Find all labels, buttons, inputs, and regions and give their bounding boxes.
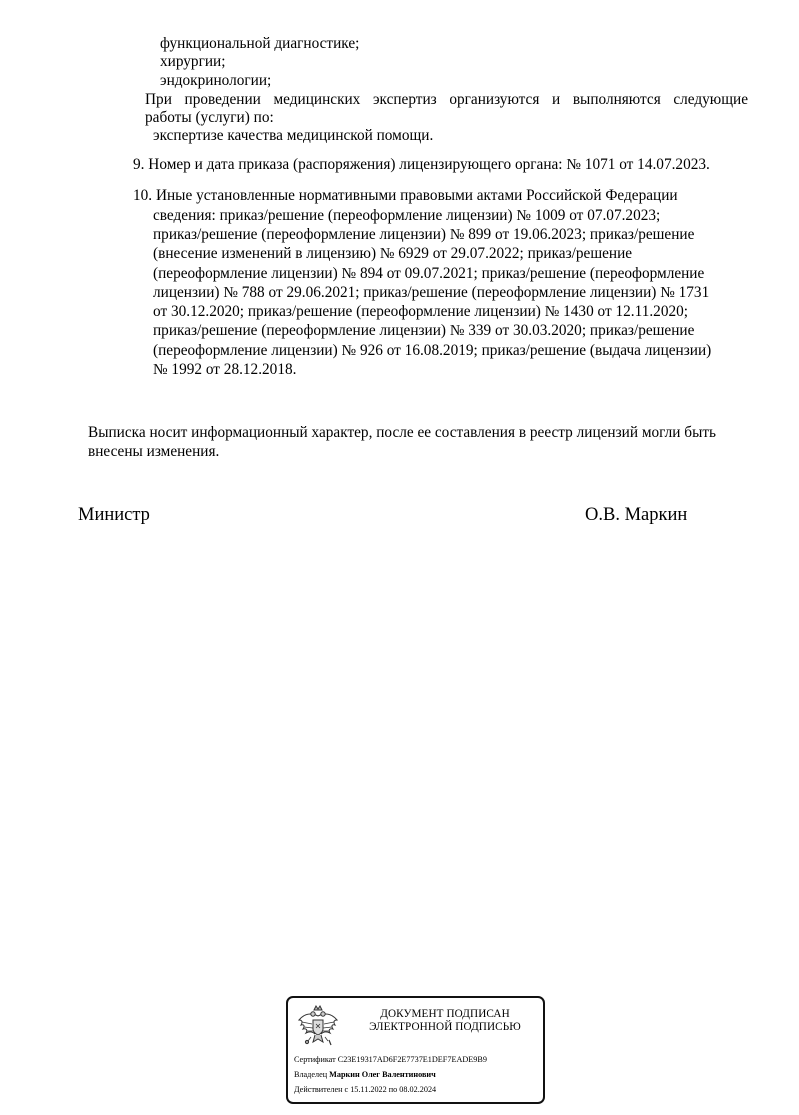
signatory-position: Министр	[78, 505, 150, 525]
item-10-line: от 30.12.2020; приказ/решение (переоформление лицензии) № 1430 от 12.11.2020;	[153, 303, 689, 320]
item-9: 9. Номер и дата приказа (распоряжения) лицензирующего органа: № 1071 от 14.07.2023.	[133, 156, 710, 173]
item-10-line: 10. Иные установленные нормативными правовыми актами Российской Федерации	[133, 187, 678, 204]
item-10-line: (переоформление лицензии) № 894 от 09.07.2021; приказ/решение (переоформление	[153, 265, 705, 282]
expertise-intro: При проведении медицинских экспертиз организуются и выполняются следующие	[145, 91, 748, 108]
stamp-validity: Действителен с 15.11.2022 по 08.02.2024	[294, 1085, 437, 1094]
item-10-line: приказ/решение (переоформление лицензии) № 339 от 30.03.2020; приказ/решение	[153, 322, 695, 339]
electronic-signature-stamp	[286, 996, 545, 1104]
item-10-line: лицензии) № 788 от 29.06.2021; приказ/решение (переоформление лицензии) № 1731	[153, 284, 710, 301]
expertise-item: экспертизе качества медицинской помощи.	[153, 127, 434, 144]
item-10-line: приказ/решение (переоформление лицензии) № 899 от 19.06.2023; приказ/решение	[153, 226, 695, 243]
stamp-owner-name: Маркин Олег Валентинович	[329, 1070, 436, 1079]
stamp-owner-label: Владелец	[294, 1070, 328, 1079]
item-10-line: сведения: приказ/решение (переоформление лицензии) № 1009 от 07.07.2023;	[153, 207, 661, 224]
list-item-endo: эндокринологии;	[160, 72, 272, 89]
item-10-line: № 1992 от 28.12.2018.	[153, 361, 297, 378]
stamp-owner	[294, 1069, 436, 1080]
stamp-certificate: Сертификат C23E19317AD6F2E7737E1DEF7EADE9B9	[294, 1055, 487, 1064]
stamp-title-line: ЭЛЕКТРОННОЙ ПОДПИСЬЮ	[369, 1021, 521, 1033]
coat-of-arms-icon	[296, 1004, 340, 1050]
list-item-func: функциональной диагностике;	[160, 35, 360, 52]
stamp-title	[352, 1008, 538, 1034]
stamp-title-line: ДОКУМЕНТ ПОДПИСАН	[380, 1008, 510, 1020]
info-note-cont: внесены изменения.	[88, 443, 220, 460]
list-item-surgery: хирургии;	[160, 53, 226, 70]
item-10-line: (внесение изменений в лицензию) № 6929 от 29.07.2022; приказ/решение	[153, 245, 633, 262]
expertise-intro-cont: работы (услуги) по:	[145, 109, 274, 126]
signatory-name: О.В. Маркин	[585, 505, 688, 525]
info-note: Выписка носит информационный характер, после ее составления в реестр лицензий могли быть	[88, 424, 717, 441]
item-10-line: (переоформление лицензии) № 926 от 16.08.2019; приказ/решение (выдача лицензии)	[153, 342, 712, 359]
